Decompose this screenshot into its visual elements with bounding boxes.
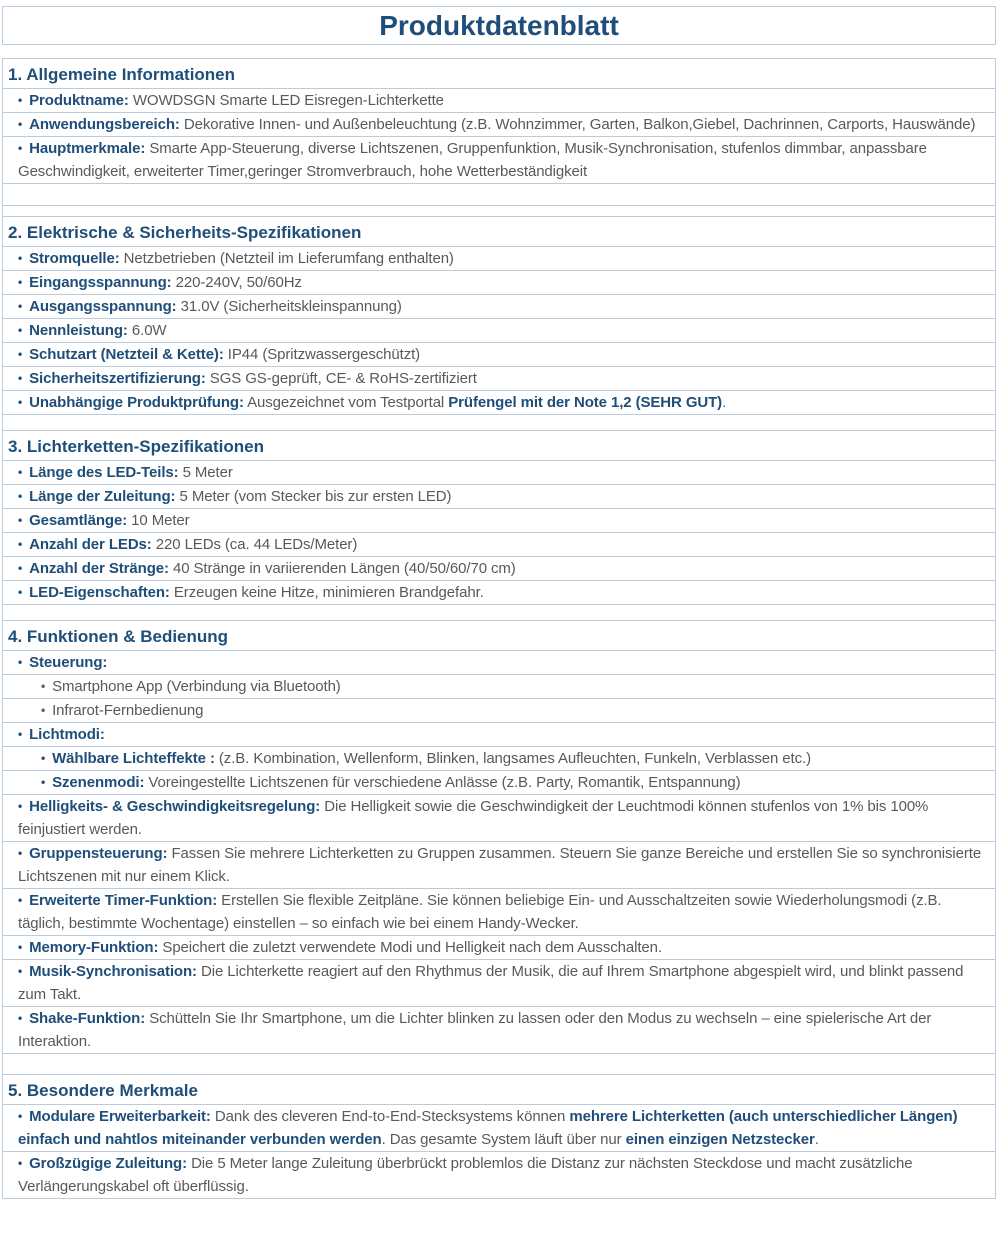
bullet-icon: • <box>18 141 23 155</box>
label-text: Nennleistung: <box>29 322 128 339</box>
spec-item <box>3 137 995 184</box>
spec-item <box>3 651 995 675</box>
value-text: 10 Meter <box>127 512 190 529</box>
spec-item <box>3 795 995 842</box>
spec-item <box>3 319 995 343</box>
label-text: Ausgangsspannung: <box>29 298 177 315</box>
label-text: LED-Eigenschaften: <box>29 584 170 601</box>
bullet-icon: • <box>18 655 23 669</box>
bullet-icon: • <box>18 347 23 361</box>
spec-item <box>3 295 995 319</box>
label-text: Eingangsspannung: <box>29 274 172 291</box>
bullet-icon: • <box>41 703 46 717</box>
bullet-icon: • <box>18 275 23 289</box>
label-text: Lichtmodi: <box>29 726 105 743</box>
value-text: 31.0V (Sicherheitskleinspannung) <box>176 298 402 315</box>
bullet-icon: • <box>18 513 23 527</box>
label-text: Erweiterte Timer-Funktion: <box>29 892 218 909</box>
bullet-icon: • <box>18 727 23 741</box>
label-text: Szenenmodi: <box>52 774 145 791</box>
spec-item <box>3 247 995 271</box>
spec-item <box>3 1007 995 1054</box>
value-text: 6.0W <box>127 322 167 339</box>
label-text: Unabhängige Produktprüfung: <box>29 394 244 411</box>
label-text: Prüfengel mit der Note 1,2 (SEHR GUT) <box>448 394 723 411</box>
spec-subitem <box>3 675 995 699</box>
label-text: Stromquelle: <box>29 250 120 267</box>
title-banner <box>2 6 996 45</box>
bullet-icon: • <box>41 679 46 693</box>
bullet-icon: • <box>18 371 23 385</box>
label-text: Hauptmerkmale: <box>29 140 146 157</box>
value-text: Voreingestellte Lichtszenen für verschiedene Anlässe (z.B. Party, Romantik, Entspannung) <box>144 774 741 791</box>
bullet-icon: • <box>41 775 46 789</box>
value-text: Die 5 Meter lange Zuleitung überbrückt problemlos die Distanz zur nächsten Steckdose und macht zusätzliche Verlängerungskabel oft überflüssig. <box>18 1155 913 1195</box>
spec-item <box>3 461 995 485</box>
label-text: Gesamtlänge: <box>29 512 128 529</box>
label-text: Schutzart (Netzteil & Kette): <box>29 346 224 363</box>
bullet-icon: • <box>18 893 23 907</box>
label-text: Gruppensteuerung: <box>29 845 168 862</box>
spacer-row <box>3 415 995 431</box>
value-text: IP44 (Spritzwassergeschützt) <box>223 346 421 363</box>
label-text: Anwendungsbereich: <box>29 116 180 133</box>
bullet-icon: • <box>18 299 23 313</box>
value-text: Smartphone App (Verbindung via Bluetooth) <box>52 678 341 695</box>
label-text: Anzahl der LEDs: <box>29 536 152 553</box>
spec-subitem <box>3 699 995 723</box>
page-title: Produktdatenblatt <box>379 9 619 41</box>
label-text: Wählbare Lichteffekte : <box>52 750 215 767</box>
bullet-icon: • <box>18 1156 23 1170</box>
value-text: Dekorative Innen- und Außenbeleuchtung (z.B. Wohnzimmer, Garten, Balkon,Giebel, Dachrinnen, Carports, Hauswände) <box>179 116 976 133</box>
value-text: . Das gesamte System läuft über nur <box>381 1131 626 1148</box>
bullet-icon: • <box>18 395 23 409</box>
spec-item <box>3 936 995 960</box>
spec-item <box>3 842 995 889</box>
spec-item <box>3 89 995 113</box>
label-text: Helligkeits- & Geschwindigkeitsregelung: <box>29 798 321 815</box>
spec-item <box>3 1152 995 1199</box>
value-text: Erstellen Sie flexible Zeitpläne. Sie können beliebige Ein- und Ausschaltzeiten sowie Wiederholungsmodi (z.B. täglich, bestimmte Wochentage) einstellen – so einfach wie bei einem Handy-Wecker. <box>18 892 942 932</box>
label-text: Steuerung: <box>29 654 108 671</box>
bullet-icon: • <box>18 465 23 479</box>
spec-item <box>3 113 995 137</box>
value-text: Erzeugen keine Hitze, minimieren Brandgefahr. <box>169 584 484 601</box>
bullet-icon: • <box>18 251 23 265</box>
bullet-icon: • <box>18 489 23 503</box>
value-text: 5 Meter (vom Stecker bis zur ersten LED) <box>175 488 452 505</box>
spec-item <box>3 889 995 936</box>
bullet-icon: • <box>18 799 23 813</box>
spec-subitem <box>3 747 995 771</box>
label-text: mehrere Lichterketten (auch unterschiedlicher Längen) einfach und nahtlos miteinander verbunden werden <box>18 1108 958 1148</box>
spec-item <box>3 271 995 295</box>
value-text: 220-240V, 50/60Hz <box>171 274 302 291</box>
value-text: Infrarot-Fernbedienung <box>52 702 204 719</box>
value-text: Die Helligkeit sowie die Geschwindigkeit der Leuchtmodi können stufenlos von 1% bis 100% feinjustiert werden. <box>18 798 929 838</box>
spec-item <box>3 581 995 605</box>
value-text: Smarte App-Steuerung, diverse Lichtszenen, Gruppenfunktion, Musik-Synchronisation, stufenlos dimmbar, anpassbare Geschwindigkeit, erweiterter Timer,geringer Stromverbrauch, hohe Wetterbeständigkeit <box>18 140 927 180</box>
label-text: Memory-Funktion: <box>29 939 159 956</box>
section-heading: 3. Lichterketten-Spezifikationen <box>3 431 995 461</box>
spec-item <box>3 367 995 391</box>
value-text: Speichert die zuletzt verwendete Modi und Helligkeit nach dem Ausschalten. <box>158 939 662 956</box>
spec-item <box>3 509 995 533</box>
value-text: . <box>722 394 727 411</box>
value-text: 220 LEDs (ca. 44 LEDs/Meter) <box>151 536 358 553</box>
bullet-icon: • <box>41 751 46 765</box>
label-text: Modulare Erweiterbarkeit: <box>29 1108 211 1125</box>
value-text: . <box>814 1131 819 1148</box>
value-text: Schütteln Sie Ihr Smartphone, um die Lichter blinken zu lassen oder den Modus zu wechseln – eine spielerische Art der Interaktion. <box>18 1010 932 1050</box>
value-text: 40 Stränge in variierenden Längen (40/50/60/70 cm) <box>168 560 516 577</box>
label-text: Länge des LED-Teils: <box>29 464 179 481</box>
spec-item <box>3 343 995 367</box>
bullet-icon: • <box>18 1011 23 1025</box>
section-heading: 1. Allgemeine Informationen <box>3 59 995 89</box>
label-text: Musik-Synchronisation: <box>29 963 197 980</box>
bullet-icon: • <box>18 537 23 551</box>
spacer-row <box>3 1054 995 1075</box>
value-text: Die Lichterkette reagiert auf den Rhythmus der Musik, die auf Ihrem Smartphone abgespielt wird, und blinkt passend zum Takt. <box>18 963 964 1003</box>
label-text: Shake-Funktion: <box>29 1010 146 1027</box>
spec-item <box>3 391 995 415</box>
spec-item <box>3 723 995 747</box>
label-text: Anzahl der Stränge: <box>29 560 169 577</box>
bullet-icon: • <box>18 846 23 860</box>
bullet-icon: • <box>18 940 23 954</box>
bullet-icon: • <box>18 1109 23 1123</box>
spec-subitem <box>3 771 995 795</box>
bullet-icon: • <box>18 93 23 107</box>
value-text: Netzbetrieben (Netzteil im Lieferumfang enthalten) <box>119 250 454 267</box>
label-text: Sicherheitszertifizierung: <box>29 370 206 387</box>
spec-item <box>3 557 995 581</box>
label-text: Länge der Zuleitung: <box>29 488 176 505</box>
label-text: Großzügige Zuleitung: <box>29 1155 187 1172</box>
value-text: WOWDSGN Smarte LED Eisregen-Lichterkette <box>128 92 444 109</box>
bullet-icon: • <box>18 964 23 978</box>
spec-item <box>3 1105 995 1152</box>
section-heading: 5. Besondere Merkmale <box>3 1075 995 1105</box>
value-text: Ausgezeichnet vom Testportal <box>243 394 449 411</box>
spec-item <box>3 485 995 509</box>
value-text: Fassen Sie mehrere Lichterketten zu Gruppen zusammen. Steuern Sie ganze Bereiche und erstellen Sie so synchronisierte Lichtszenen mit nur einem Klick. <box>18 845 982 885</box>
value-text: Dank des cleveren End-to-End-Stecksystems können <box>210 1108 570 1125</box>
value-text: (z.B. Kombination, Wellenform, Blinken, langsames Aufleuchten, Funkeln, Verblassen etc.) <box>214 750 811 767</box>
spacer-row <box>3 184 995 206</box>
value-text: SGS GS-geprüft, CE- & RoHS-zertifiziert <box>205 370 477 387</box>
spec-item <box>3 960 995 1007</box>
spacer-row <box>3 206 995 217</box>
spec-table <box>2 58 996 1199</box>
section-heading: 4. Funktionen & Bedienung <box>3 621 995 651</box>
spacer-row <box>3 605 995 621</box>
bullet-icon: • <box>18 561 23 575</box>
bullet-icon: • <box>18 585 23 599</box>
label-text: Produktname: <box>29 92 129 109</box>
section-heading: 2. Elektrische & Sicherheits-Spezifikationen <box>3 217 995 247</box>
label-text: einen einzigen Netzstecker <box>625 1131 815 1148</box>
bullet-icon: • <box>18 323 23 337</box>
spec-item <box>3 533 995 557</box>
value-text: 5 Meter <box>178 464 233 481</box>
bullet-icon: • <box>18 117 23 131</box>
